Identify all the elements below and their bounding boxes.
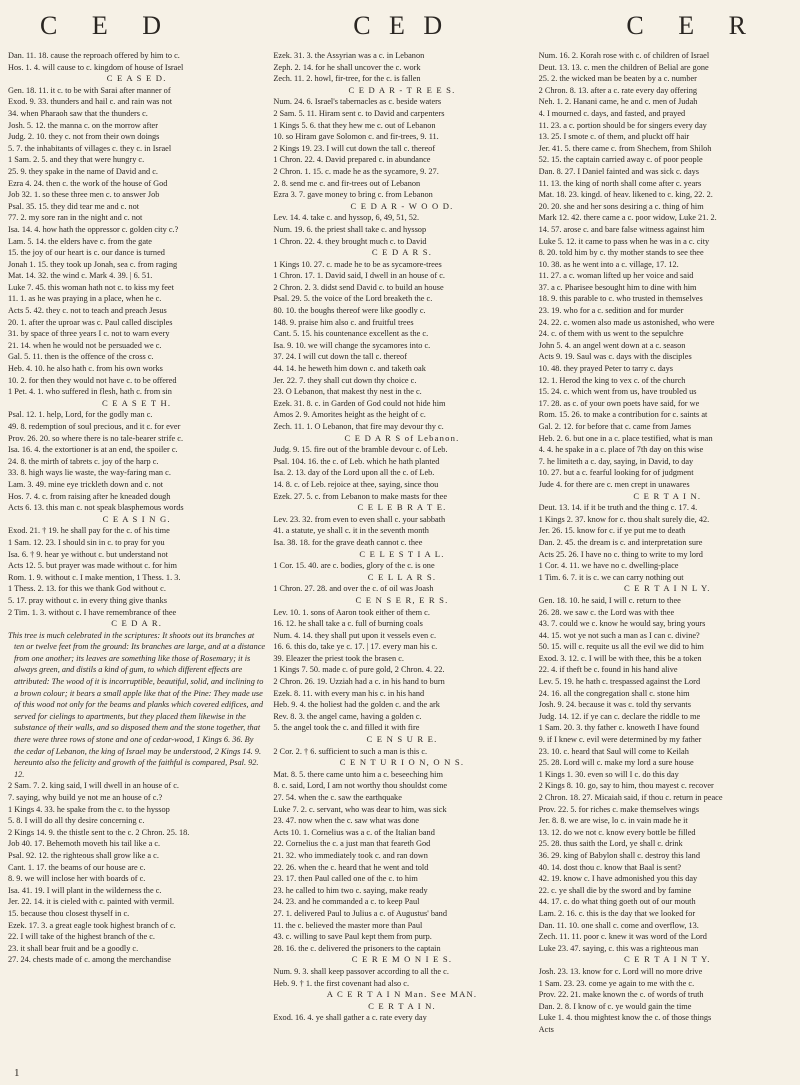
concordance-line: 2. 8. send me c. and fir-trees out of Lebanon bbox=[273, 178, 421, 188]
entry-heading: C E R T A I N L Y. bbox=[624, 583, 711, 594]
concordance-line: 23. he called to him two c. saying, make ready bbox=[273, 885, 428, 895]
concordance-line: 15. because thou closest thyself in c. bbox=[8, 908, 130, 918]
concordance-line: 22. 4. if theft be c. found in his hand alive bbox=[538, 665, 678, 675]
concordance-line: Zech. 11. 2. howl, fir-tree, for the c. is fallen bbox=[273, 74, 421, 84]
concordance-line: Num. 4. 14. they shall put upon it vessels even c. bbox=[273, 630, 437, 640]
concordance-line: 15. 24. c. which went from us, have troubled us bbox=[538, 387, 697, 397]
concordance-line: 5. 7. the inhabitants of villages c. they c. in Israel bbox=[8, 143, 172, 153]
entry-heading: C E R T A I N. bbox=[633, 490, 702, 501]
concordance-line: Ezek. 17. 3. a great eagle took highest branch of c. bbox=[8, 920, 176, 930]
concordance-line: 36. 29. king of Babylon shall c. destroy this land bbox=[538, 850, 700, 860]
concordance-line: 18. 9. this parable to c. who trusted in themselves bbox=[538, 294, 703, 304]
entry-heading: C E A S I N G. bbox=[102, 513, 171, 524]
concordance-line: Judg. 2. 10. they c. not from their own doings bbox=[8, 132, 160, 142]
concordance-line: Ezek. 27. 5. c. from Lebanon to make masts for thee bbox=[273, 491, 448, 501]
concordance-line: 15. the joy of our heart is c. our dance is turned bbox=[8, 248, 165, 258]
concordance-line: Jude 4. for there are c. men crept in unawares bbox=[538, 479, 690, 489]
concordance-line: 77. 2. my sore ran in the night and c. not bbox=[8, 213, 143, 223]
concordance-line: 33. 8. high ways lie waste, the way-faring man c. bbox=[8, 468, 171, 478]
concordance-line: 1 Sam. 12. 23. I should sin in c. to pray for you bbox=[8, 537, 165, 547]
concordance-line: Isa. 14. 4. how hath the oppressor c. golden city c.? bbox=[8, 224, 179, 234]
concordance-line: Heb. 4. 10. he also hath c. from his own works bbox=[8, 364, 163, 374]
concordance-line: 24. c. of them with us went to the sepulchre bbox=[538, 329, 684, 339]
concordance-line: Cant. 1. 17. the beams of our house are c. bbox=[8, 862, 146, 872]
concordance-line: 1 Cor. 15. 40. are c. bodies, glory of the c. is one bbox=[273, 561, 435, 571]
concordance-line: Num. 16. 2. Korah rose with c. of children of Israel bbox=[538, 51, 710, 60]
concordance-line: Lev. 10. 1. sons of Aaron took either of them c. bbox=[273, 607, 430, 617]
concordance-line: 13. 25. I smote c. of them, and pluckt off hair bbox=[538, 132, 690, 142]
running-head bbox=[0, 8, 800, 44]
concordance-line: 13. 12. do we not c. know every bottle be filled bbox=[538, 827, 696, 837]
concordance-line: 20. 20. she and her sons desiring a c. thing of him bbox=[538, 201, 704, 211]
concordance-line: 17. 28. as c. of your own poets have said, for we bbox=[538, 398, 700, 408]
concordance-columns bbox=[8, 50, 796, 1080]
concordance-line: Gen. 18. 11. it c. to be with Sarai after manner of bbox=[8, 85, 171, 95]
concordance-line: 1 Sam. 20. 3. thy father c. knoweth I have found bbox=[538, 723, 700, 733]
entry-heading: C E D A R. bbox=[111, 618, 163, 629]
concordance-line: Acts 10. 1. Cornelius was a c. of the Italian band bbox=[273, 827, 435, 837]
concordance-line: Deut. 13. 13. c. men the children of Belial are gone bbox=[538, 62, 709, 72]
concordance-line: Mat. 8. 5. there came unto him a c. beseeching him bbox=[273, 769, 443, 779]
concordance-line: Gen. 18. 10. he said, I will c. return to thee bbox=[538, 595, 681, 605]
concordance-line: Ezek. 8. 11. with every man his c. in his hand bbox=[273, 688, 425, 698]
concordance-line: 148. 9. praise him also c. and fruitful trees bbox=[273, 317, 414, 327]
entry-heading: C E L E B R A T E. bbox=[357, 502, 447, 513]
concordance-line: Isa. 38. 18. for the grave death cannot c. thee bbox=[273, 537, 423, 547]
concordance-line: Acts 12. 5. but prayer was made without c. for him bbox=[8, 561, 177, 571]
concordance-line: 11. 27. a c. woman lifted up her voice and said bbox=[538, 271, 694, 281]
concordance-line: 11. 1. as he was praying in a place, when he c. bbox=[8, 294, 162, 304]
running-head-center: C E D bbox=[353, 11, 449, 40]
concordance-line: 11. 23. a c. portion should be for singers every day bbox=[538, 120, 707, 130]
concordance-line: 22. Cornelius the c. a just man that feareth God bbox=[273, 839, 431, 849]
concordance-line: Heb. 2. 6. but one in a c. place testified, what is man bbox=[538, 433, 713, 443]
concordance-line: 7. he limiteth a c. day, saying, in David, to day bbox=[538, 456, 694, 466]
concordance-line: Zeph. 2. 14. for he shall uncover the c. work bbox=[273, 62, 421, 72]
concordance-line: 4. 4. he spake in a c. place of 7th day on this wise bbox=[538, 445, 704, 455]
concordance-line: 5. 8. I will do all thy desire concerning c. bbox=[8, 816, 145, 826]
concordance-line: 25. 28. Lord will c. make my lord a sure house bbox=[538, 758, 694, 768]
concordance-line: Zech. 11. 11. poor c. knew it was word of the Lord bbox=[538, 932, 707, 942]
concordance-line: 2 Kings 14. 9. the thistle sent to the c. 2 Chron. 25. 18. bbox=[8, 827, 190, 837]
concordance-line: Heb. 9. † 1. the first covenant had also c. bbox=[273, 978, 410, 988]
concordance-line: 10. 2. for then they would not have c. to be offered bbox=[8, 375, 177, 385]
concordance-line: 2 Chron. 26. 19. Uzziah had a c. in his hand to burn bbox=[273, 677, 445, 687]
concordance-line: 7. saying, why build ye not me an house of c.? bbox=[8, 793, 163, 802]
concordance-line: 10. so Hiram gave Solomon c. and fir-trees, 9. 11. bbox=[273, 132, 439, 142]
concordance-line: Job 40. 17. Behemoth moveth his tail like a c. bbox=[8, 839, 161, 849]
concordance-line: Acts bbox=[538, 1024, 554, 1034]
concordance-line: 49. 8. redemption of soul precious, and it c. for ever bbox=[8, 422, 181, 431]
concordance-line: 16. 12. he shall take a c. full of burning coals bbox=[273, 619, 423, 629]
concordance-line: Lev. 23. 32. from even to even shall c. your sabbath bbox=[273, 514, 446, 524]
concordance-line: 23. 47. now when the c. saw what was done bbox=[273, 816, 419, 826]
concordance-line: 50. 15. will c. requite us all the evil we did to him bbox=[538, 642, 704, 652]
concordance-line: Rom. 15. 26. to make a contribution for c. saints at bbox=[538, 410, 708, 420]
concordance-line: Judg. 9. 15. fire out of the bramble devour c. of Leb. bbox=[273, 445, 448, 455]
concordance-line: Jer. 8. 8. we are wise, lo c. in vain made he it bbox=[538, 816, 688, 826]
concordance-line: Mark 12. 42. there came a c. poor widow, Luke 21. 2. bbox=[538, 213, 717, 223]
concordance-line: 2 Sam. 7. 2. king said, I will dwell in an house of c. bbox=[8, 781, 179, 791]
concordance-line: 1 Sam. 23. 23. come ye again to me with the c. bbox=[538, 978, 695, 988]
concordance-line: Zech. 11. 1. O Lebanon, that fire may devour thy c. bbox=[273, 422, 444, 431]
concordance-line: Jonah 1. 15. they took up Jonah, sea c. from raging bbox=[8, 259, 178, 269]
concordance-line: Isa. 41. 19. I will plant in the wilderness the c. bbox=[8, 885, 162, 895]
concordance-line: 27. 1. delivered Paul to Julius a c. of Augustus' band bbox=[273, 908, 447, 918]
concordance-line: 23. 17. then Paul called one of the c. to him bbox=[273, 874, 418, 884]
concordance-line: Jer. 41. 5. there came c. from Shechem, from Shiloh bbox=[538, 143, 712, 153]
concordance-line: 2 Chron. 8. 13. after a c. rate every day offering bbox=[538, 85, 698, 95]
concordance-line: 11. 13. the king of north shall come after c. years bbox=[538, 178, 702, 188]
concordance-line: Dan. 2. 8. I know of c. ye would gain the time bbox=[538, 1001, 692, 1011]
concordance-line: Num. 19. 6. the priest shall take c. and hyssop bbox=[273, 224, 427, 234]
concordance-line: Rom. 1. 9. without c. I make mention, 1 Thess. 1. 3. bbox=[8, 572, 181, 582]
concordance-line: Ezek. 31. 3. the Assyrian was a c. in Lebanon bbox=[273, 51, 425, 60]
concordance-line: Lev. 5. 19. he hath c. trespassed against the Lord bbox=[538, 677, 701, 687]
concordance-line: Acts 5. 42. they c. not to teach and preach Jesus bbox=[8, 306, 167, 316]
concordance-line: 25. 2. the wicked man be beaten by a c. number bbox=[538, 74, 697, 84]
concordance-line: Prov. 26. 20. so where there is no tale-bearer strife c. bbox=[8, 433, 184, 443]
running-head-left: C E D bbox=[40, 11, 175, 40]
concordance-line: 26. 28. we saw c. the Lord was with thee bbox=[538, 607, 675, 617]
concordance-line: Amos 2. 9. Amorites height as the height of c. bbox=[273, 410, 426, 420]
concordance-line: This tree is much celebrated in the scriptures: It shoots out its branches at ten or twelve feet from the ground: Its branches are large, and at a distance from one another; its leaves are something like those of Rosemary; it is always green, and distils a kind of gum, to which different effects are attributed: The wood of it is incorruptible, beautiful, solid, and inclining to a brown colour; it bears a small apple like that of the Pine: They made use of this wood not only for the beams and planks which covered edifices, and served for cielings to apartments, but they placed them likewise in the substance of their walls, and so disposed them and the stone together, that there were three rows of stone and one of cedar-wood, 1 Kings 6. 36. By the cedar of Lebanon, the king of Israel may be understood, 2 Kings 14. 9. hereunto also the felicity and growth of the faithful is compared, Psal. 92. 12. bbox=[8, 630, 266, 779]
entry-heading: A C E R T A I N Man. See MAN. bbox=[326, 989, 478, 1000]
concordance-line: Psal. 104. 16. the c. of Leb. which he hath planted bbox=[273, 456, 440, 466]
concordance-line: 16. 6. this do, take ye c. 17. | 17. every man his c. bbox=[273, 642, 438, 652]
concordance-line: Psal. 29. 5. the voice of the Lord breaketh the c. bbox=[273, 294, 433, 304]
concordance-line: Luke 7. 45. this woman hath not c. to kiss my feet bbox=[8, 282, 174, 292]
concordance-line: Gal. 5. 11. then is the offence of the cross c. bbox=[8, 352, 154, 362]
entry-heading: C E D A R S. bbox=[371, 247, 433, 258]
concordance-line: 1 Sam. 2. 5. and they that were hungry c. bbox=[8, 155, 145, 165]
concordance-line: 14. 57. arose c. and bare false witness against him bbox=[538, 224, 705, 234]
entry-heading: C E D A R S of Lebanon. bbox=[344, 432, 460, 443]
concordance-line: Acts 9. 19. Saul was c. days with the disciples bbox=[538, 352, 692, 362]
concordance-line: 44. 17. c. do what thing goeth out of our mouth bbox=[538, 897, 696, 907]
concordance-line: 2 Chron. 2. 3. didst send David c. to build an house bbox=[273, 282, 444, 292]
entry-heading: C E R T A I N. bbox=[368, 1000, 436, 1011]
concordance-line: 10. 38. as he went into a c. village, 17. 12. bbox=[538, 259, 679, 269]
concordance-line: 1 Pet. 4. 1. who suffered in flesh, hath c. from sin bbox=[8, 387, 172, 397]
concordance-line: Acts 6. 13. this man c. not speak blasphemous words bbox=[8, 503, 184, 513]
concordance-line: 10. 48. they prayed Peter to tarry c. days bbox=[538, 364, 673, 374]
concordance-line: 31. by space of three years I c. not to warn every bbox=[8, 329, 170, 339]
concordance-line: Cant. 5. 15. his countenance excellent as the c. bbox=[273, 329, 429, 339]
concordance-line: Isa. 16. 4. the extortioner is at an end, the spoiler c. bbox=[8, 445, 178, 455]
concordance-line: 23. it shall bear fruit and be a goodly c. bbox=[8, 943, 139, 953]
concordance-line: 5. the angel took the c. and filled it with fire bbox=[273, 723, 420, 733]
concordance-line: 1 Chron. 27. 28. and over the c. of oil was Joash bbox=[273, 584, 434, 594]
concordance-line: 20. 1. after the uproar was c. Paul called disciples bbox=[8, 317, 173, 327]
concordance-line: Neh. 1. 2. Hanani came, he and c. men of Judah bbox=[538, 97, 698, 107]
concordance-line: 34. when Pharaoh saw that the thunders c. bbox=[8, 108, 148, 118]
concordance-line: Hos. 1. 4. will cause to c. kingdom of house of Israel bbox=[8, 62, 184, 72]
concordance-line: 5. 17. pray without c. in every thing give thanks bbox=[8, 595, 167, 605]
concordance-line: 11. the c. believed the master more than Paul bbox=[273, 920, 423, 930]
concordance-line: 25. 28. thus saith the Lord, ye shall c. drink bbox=[538, 839, 683, 849]
concordance-line: 28. 16. the c. delivered the prisoners to the captain bbox=[273, 943, 441, 953]
concordance-line: Dan. 11. 10. one shall c. come and overflow, 13. bbox=[538, 920, 699, 930]
concordance-line: Rev. 8. 3. the angel came, having a golden c. bbox=[273, 711, 422, 721]
entry-heading: C E A S E D. bbox=[106, 73, 167, 84]
entry-heading: C E A S E T H. bbox=[102, 397, 172, 408]
concordance-line: 24. 23. and he commanded a c. to keep Paul bbox=[273, 897, 420, 907]
concordance-line: 43. c. willing to save Paul kept them from purp. bbox=[273, 932, 432, 942]
concordance-line: 52. 15. the captain carried away c. of poor people bbox=[538, 155, 703, 165]
concordance-line: 24. 8. the mirth of tabrets c. joy of the harp c. bbox=[8, 456, 159, 466]
entry-heading: C E R T A I N T Y. bbox=[624, 954, 711, 965]
concordance-line: Psal. 92. 12. the righteous shall grow like a c. bbox=[8, 850, 159, 860]
concordance-line: Exod. 21. † 19. he shall pay for the c. of his time bbox=[8, 526, 170, 536]
concordance-line: 2 Kings 8. 10. go, say to him, thou mayest c. recover bbox=[538, 781, 714, 791]
concordance-line: Acts 25. 26. I have no c. thing to write to my lord bbox=[538, 549, 703, 559]
concordance-line: 41. a statute, ye shall c. it in the seventh month bbox=[273, 526, 429, 536]
concordance-line: 2 Chron. 1. 15. c. made he as the sycamore, 9. 27. bbox=[273, 166, 439, 176]
concordance-line: Exod. 3. 12. c. I will be with thee, this be a token bbox=[538, 653, 702, 663]
concordance-line: 1 Kings 4. 33. he spake from the c. to the hyssop bbox=[8, 804, 170, 814]
concordance-line: Josh. 9. 24. because it was c. told thy servants bbox=[538, 700, 691, 710]
concordance-line: 40. 14. dost thou c. know that Baal is sent? bbox=[538, 862, 682, 872]
concordance-line: 1 Cor. 4. 11. we have no c. dwelling-place bbox=[538, 561, 679, 571]
concordance-line: Prov. 22. 5. for riches c. make themselves wings bbox=[538, 804, 699, 814]
concordance-line: Judg. 14. 12. if ye can c. declare the riddle to me bbox=[538, 711, 701, 721]
concordance-line: Jer. 22. 7. they shall cut down thy choice c. bbox=[273, 375, 417, 385]
concordance-line: 9. if I knew c. evil were determined by my father bbox=[538, 735, 702, 745]
concordance-line: 4. I mourned c. days, and fasted, and prayed bbox=[538, 108, 686, 118]
concordance-line: Dan. 2. 45. the dream is c. and interpretation sure bbox=[538, 537, 703, 547]
concordance-line: Isa. 9. 10. we will change the sycamores into c. bbox=[273, 340, 431, 350]
concordance-line: 23. 10. c. heard that Saul will come to Keilah bbox=[538, 746, 689, 756]
concordance-line: Lam. 5. 14. the elders have c. from the gate bbox=[8, 236, 152, 246]
concordance-line: 37. 24. I will cut down the tall c. thereof bbox=[273, 352, 407, 362]
signature-mark: 1 bbox=[14, 1067, 20, 1079]
concordance-line: 2 Chron. 18. 27. Micaiah said, if thou c. return in peace bbox=[538, 793, 723, 802]
concordance-line: 39. Eleazer the priest took the brasen c. bbox=[273, 653, 404, 663]
concordance-line: 21. 14. when he would not be persuaded we c. bbox=[8, 340, 162, 350]
concordance-line: 1 Kings 5. 6. that they hew me c. out of Lebanon bbox=[273, 120, 436, 130]
concordance-line: Heb. 9. 4. the holiest had the golden c. and the ark bbox=[273, 700, 440, 710]
entry-heading: C E L L A R S. bbox=[367, 571, 437, 582]
concordance-line: 44. 15. wot ye not such a man as I can c. divine? bbox=[538, 630, 700, 640]
concordance-line: Jer. 26. 15. know for c. if ye put me to death bbox=[538, 526, 686, 536]
concordance-line: 42. 19. know c. I have admonished you this day bbox=[538, 874, 698, 884]
concordance-line: 27. 24. chests made of c. among the merchandise bbox=[8, 955, 171, 965]
concordance-line: Josh. 5. 12. the manna c. on the morrow after bbox=[8, 120, 158, 130]
concordance-line: 22. 26. when the c. heard that he went and told bbox=[273, 862, 429, 872]
concordance-line: 80. 10. the boughs thereof were like goodly c. bbox=[273, 306, 426, 316]
concordance-line: 8. c. said, Lord, I am not worthy thou shouldst come bbox=[273, 781, 448, 791]
concordance-line: 22. I will take of the highest branch of the c. bbox=[8, 932, 155, 942]
concordance-line: Luke 1. 4. thou mightest know the c. of those things bbox=[538, 1013, 712, 1023]
concordance-line: Lam. 3. 49. mine eye trickleth down and c. not bbox=[8, 479, 164, 489]
entry-heading: C E N T U R I O N, O N S. bbox=[339, 757, 465, 768]
concordance-line: 43. 7. could we c. know he would say, bring yours bbox=[538, 619, 706, 629]
entry-heading: C E N S E R, E R S. bbox=[355, 594, 449, 605]
concordance-line: 1 Tim. 6. 7. it is c. we can carry nothing out bbox=[538, 572, 684, 582]
concordance-line: 14. 8. c. of Leb. rejoice at thee, saying, since thou bbox=[273, 479, 439, 489]
column-2 bbox=[273, 50, 530, 1080]
concordance-line: Mat. 14. 32. the wind c. Mark 4. 39. | 6. 51. bbox=[8, 271, 153, 281]
concordance-line: 23. 19. who for a c. sedition and for murder bbox=[538, 306, 684, 316]
concordance-line: 27. 54. when the c. saw the earthquake bbox=[273, 793, 402, 802]
concordance-line: 1 Kings 1. 30. even so will I c. do this day bbox=[538, 769, 679, 779]
concordance-line: 22. c. ye shall die by the sword and by famine bbox=[538, 885, 692, 895]
concordance-line: 25. 9. they spake in the name of David and c. bbox=[8, 166, 158, 176]
concordance-line: Ezra 4. 24. then c. the work of the house of God bbox=[8, 178, 168, 188]
concordance-line: Lam. 2. 16. c. this is the day that we looked for bbox=[538, 908, 696, 918]
concordance-line: Isa. 6. † 9. hear ye without c. but understand not bbox=[8, 549, 168, 559]
concordance-line: Luke 23. 47. saying, c. this was a righteous man bbox=[538, 943, 699, 953]
concordance-line: Jer. 22. 14. it is cieled with c. painted with vermil. bbox=[8, 897, 175, 907]
concordance-line: Dan. 8. 27. I Daniel fainted and was sick c. days bbox=[538, 166, 700, 176]
concordance-line: Dan. 11. 18. cause the reproach offered by him to c. bbox=[8, 51, 180, 60]
concordance-line: 21. 32. who immediately took c. and ran down bbox=[273, 850, 428, 860]
entry-heading: C E L E S T I A L. bbox=[359, 548, 445, 559]
concordance-line: 10. 27. but a c. fearful looking for of judgment bbox=[538, 468, 694, 478]
concordance-line: 23. O Lebanon, that makest thy nest in the c. bbox=[273, 387, 422, 397]
concordance-line: 1 Thess. 2. 13. for this we thank God without c. bbox=[8, 584, 166, 594]
concordance-line: Psal. 12. 1. help, Lord, for the godly man c. bbox=[8, 410, 153, 420]
concordance-line: 1 Kings 2. 37. know for c. thou shalt surely die, 42. bbox=[538, 514, 710, 524]
entry-heading: C E D A R - T R E E S. bbox=[348, 84, 456, 95]
concordance-line: Psal. 35. 15. they did tear me and c. not bbox=[8, 201, 140, 211]
column-3 bbox=[539, 50, 796, 1080]
concordance-line: Mat. 18. 23. kingd. of heav. likened to c. king, 22. 2. bbox=[538, 190, 713, 200]
concordance-line: 1 Chron. 22. 4. David prepared c. in abundance bbox=[273, 155, 431, 165]
concordance-line: 8. 20. told him by c. thy mother stands to see thee bbox=[538, 248, 704, 258]
concordance-line: 2 Sam. 5. 11. Hiram sent c. to David and carpenters bbox=[273, 108, 445, 118]
concordance-line: Num. 9. 3. shall keep passover according to all the c. bbox=[273, 966, 449, 976]
concordance-line: 24. 16. all the congregation shall c. stone him bbox=[538, 688, 690, 698]
concordance-line: Gal. 2. 12. for before that c. came from James bbox=[538, 422, 691, 431]
concordance-line: 44. 14. he heweth him down c. and taketh oak bbox=[273, 364, 426, 374]
concordance-line: Ezek. 31. 8. c. in Garden of God could not hide him bbox=[273, 398, 446, 408]
concordance-line: 1 Kings 10. 27. c. made he to be as sycamore-trees bbox=[273, 259, 442, 269]
concordance-line: Luke 5. 12. it came to pass when he was in a c. city bbox=[538, 236, 710, 246]
concordance-line: 8. 9. we will inclose her with boards of c. bbox=[8, 874, 146, 884]
entry-heading: C E R E M O N I E S. bbox=[351, 954, 453, 965]
concordance-line: 1 Chron. 22. 4. they brought much c. to David bbox=[273, 236, 427, 246]
concordance-line: 1 Chron. 17. 1. David said, I dwell in an house of c. bbox=[273, 271, 445, 281]
concordance-line: 12. 1. Herod the king to vex c. of the church bbox=[538, 375, 686, 385]
concordance-line: John 5. 4. an angel went down at a c. season bbox=[538, 340, 686, 350]
concordance-line: 2 Cor. 2. † 6. sufficient to such a man is this c. bbox=[273, 746, 428, 756]
concordance-line: Job 32. 1. so these three men c. to answer Job bbox=[8, 190, 160, 200]
concordance-line: Num. 24. 6. Israel's tabernacles as c. beside waters bbox=[273, 97, 442, 107]
concordance-line: Exod. 9. 33. thunders and hail c. and rain was not bbox=[8, 97, 173, 107]
concordance-line: 1 Kings 7. 50. made c. of pure gold, 2 Chron. 4. 22. bbox=[273, 665, 445, 675]
concordance-line: Exod. 16. 4. ye shall gather a c. rate every day bbox=[273, 1013, 427, 1023]
concordance-line: Lev. 14. 4. take c. and hyssop, 6, 49, 51, 52. bbox=[273, 213, 420, 223]
entry-heading: C E N S U R E. bbox=[366, 734, 438, 745]
column-1 bbox=[8, 50, 265, 1080]
concordance-line: Ezra 3. 7. gave money to bring c. from Lebanon bbox=[273, 190, 433, 200]
concordance-line: Isa. 2. 13. day of the Lord upon all the c. of Leb. bbox=[273, 468, 435, 478]
concordance-line: Luke 7. 2. c. servant, who was dear to him, was sick bbox=[273, 804, 447, 814]
entry-heading: C E D A R - W O O D. bbox=[350, 200, 454, 211]
concordance-line: 37. a c. Pharisee besought him to dine with him bbox=[538, 282, 697, 292]
running-head-right: C E R bbox=[626, 11, 760, 40]
concordance-line: Deut. 13. 14. if it be truth and the thing c. 17. 4. bbox=[538, 503, 698, 513]
concordance-line: Prov. 22. 21. make known the c. of words of truth bbox=[538, 990, 704, 1000]
concordance-line: 24. 22. c. women also made us astonished, who were bbox=[538, 317, 715, 327]
concordance-line: 2 Kings 19. 23. I will cut down the tall c. thereof bbox=[273, 143, 436, 153]
concordance-line: Hos. 7. 4. c. from raising after he kneaded dough bbox=[8, 491, 171, 501]
concordance-line: 2 Tim. 1. 3. without c. I have remembrance of thee bbox=[8, 607, 177, 617]
concordance-line: Josh. 23. 13. know for c. Lord will no more drive bbox=[538, 966, 703, 976]
